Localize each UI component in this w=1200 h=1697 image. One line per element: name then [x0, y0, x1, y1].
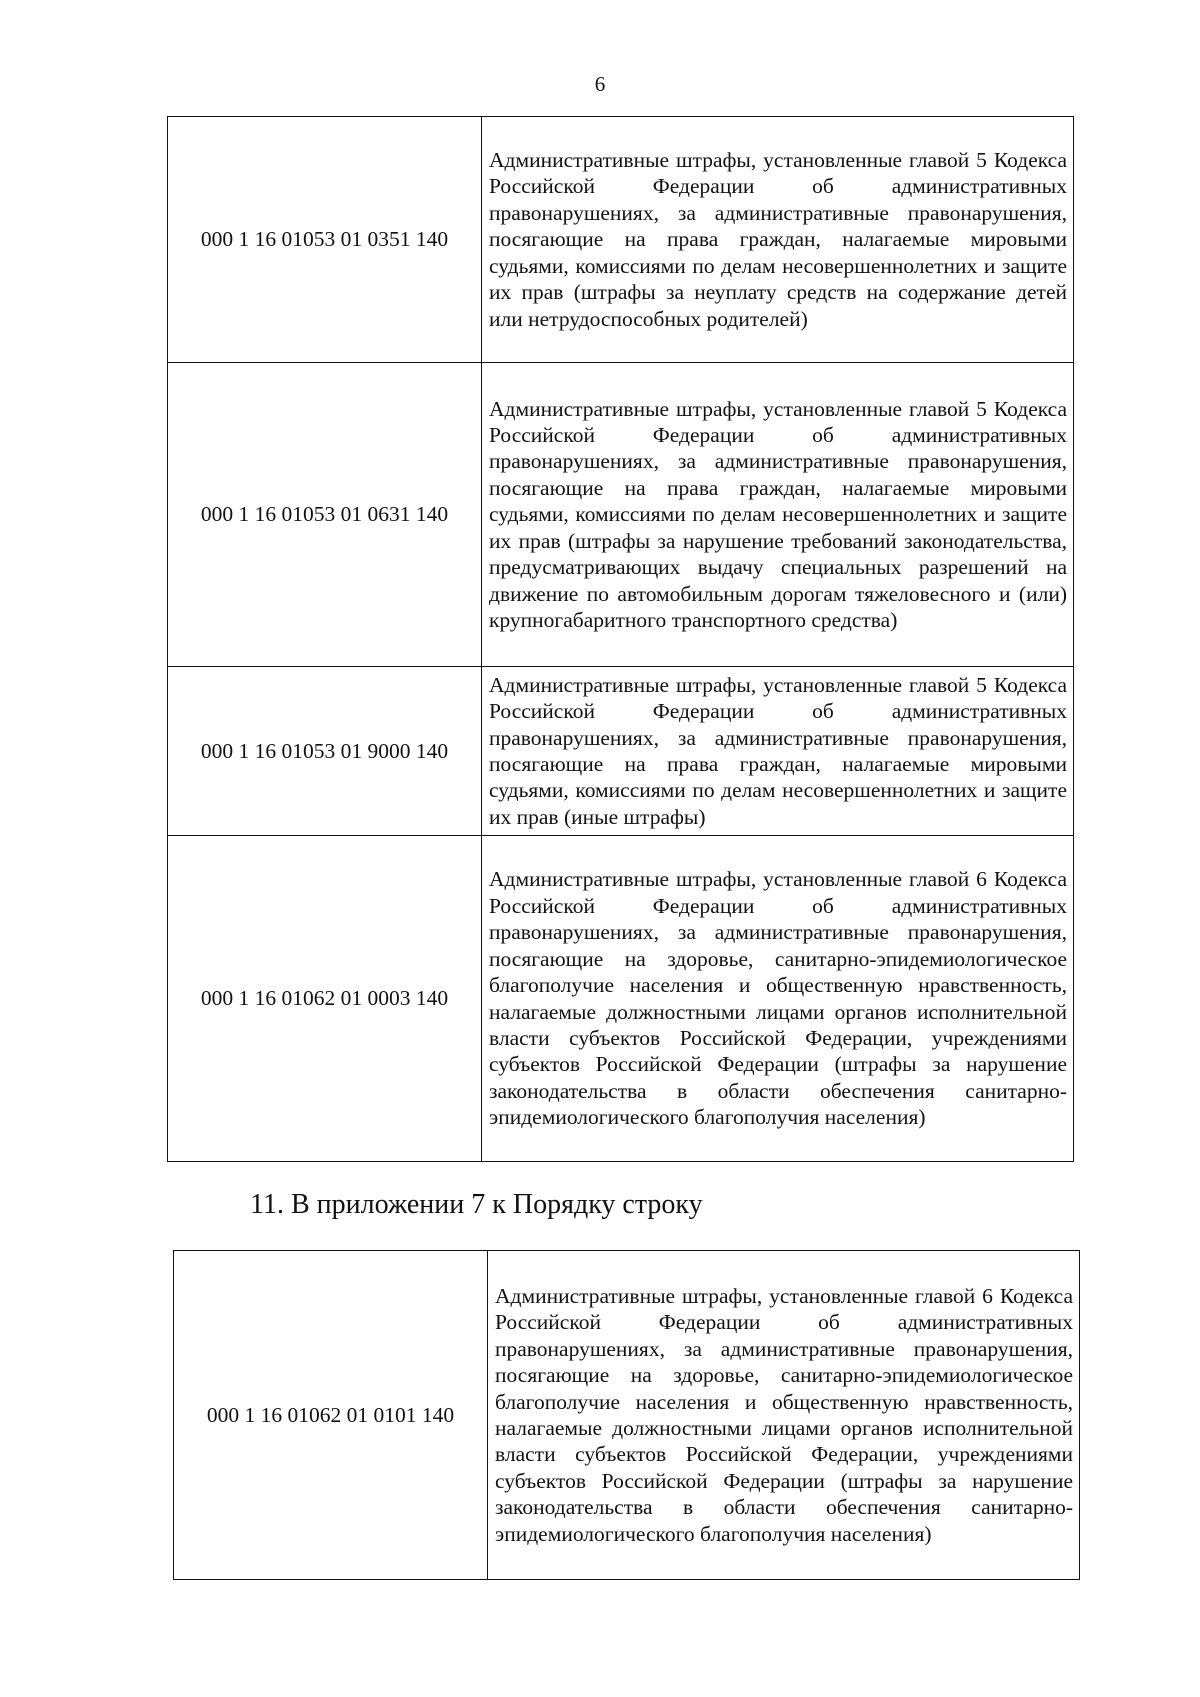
budget-code: 000 1 16 01053 01 0351 140 [168, 117, 482, 363]
table-row [168, 836, 1074, 1162]
code-description: Административные штрафы, установленные главой 5 Кодекса Российской Федерации об административных правонарушениях, за административные правонарушения, посягающие на права граждан, налагаемые мировыми судьями, комиссиями по делам несовершеннолетних и защите их прав (иные штрафы) [482, 667, 1074, 836]
kbk-table-appendix-7 [173, 1250, 1080, 1580]
table-row [168, 667, 1074, 836]
budget-code: 000 1 16 01053 01 9000 140 [168, 667, 482, 836]
budget-code: 000 1 16 01062 01 0101 140 [174, 1251, 488, 1580]
table-row [174, 1251, 1080, 1580]
code-description: Административные штрафы, установленные главой 6 Кодекса Российской Федерации об административных правонарушениях, за административные правонарушения, посягающие на здоровье, санитарно-эпидемиологическое благополучие населения и общественную нравственность, налагаемые должностными лицами органов исполнительной власти субъектов Российской Федерации, учреждениями субъектов Российской Федерации (штрафы за нарушение законодательства в области обеспечения санитарно-эпидемиологического благополучия населения) [482, 836, 1074, 1162]
table-row [168, 363, 1074, 667]
code-description: Административные штрафы, установленные главой 6 Кодекса Российской Федерации об административных правонарушениях, за административные правонарушения, посягающие на здоровье, санитарно-эпидемиологическое благополучие населения и общественную нравственность, налагаемые должностными лицами органов исполнительной власти субъектов Российской Федерации, учреждениями субъектов Российской Федерации (штрафы за нарушение законодательства в области обеспечения санитарно-эпидемиологического благополучия населения) [488, 1251, 1080, 1580]
kbk-table [167, 116, 1074, 1162]
amendment-paragraph: 11. В приложении 7 к Порядку строку [250, 1189, 703, 1220]
table-row [168, 117, 1074, 363]
page-number: 6 [594, 72, 606, 96]
budget-code: 000 1 16 01062 01 0003 140 [168, 836, 482, 1162]
code-description: Административные штрафы, установленные главой 5 Кодекса Российской Федерации об административных правонарушениях, за административные правонарушения, посягающие на права граждан, налагаемые мировыми судьями, комиссиями по делам несовершеннолетних и защите их прав (штрафы за нарушение требований законодательства, предусматривающих выдачу специальных разрешений на движение по автомобильным дорогам тяжеловесного и (или) крупногабаритного транспортного средства) [482, 363, 1074, 667]
budget-code: 000 1 16 01053 01 0631 140 [168, 363, 482, 667]
code-description: Административные штрафы, установленные главой 5 Кодекса Российской Федерации об административных правонарушениях, за административные правонарушения, посягающие на права граждан, налагаемые мировыми судьями, комиссиями по делам несовершеннолетних и защите их прав (штрафы за неуплату средств на содержание детей или нетрудоспособных родителей) [482, 117, 1074, 363]
